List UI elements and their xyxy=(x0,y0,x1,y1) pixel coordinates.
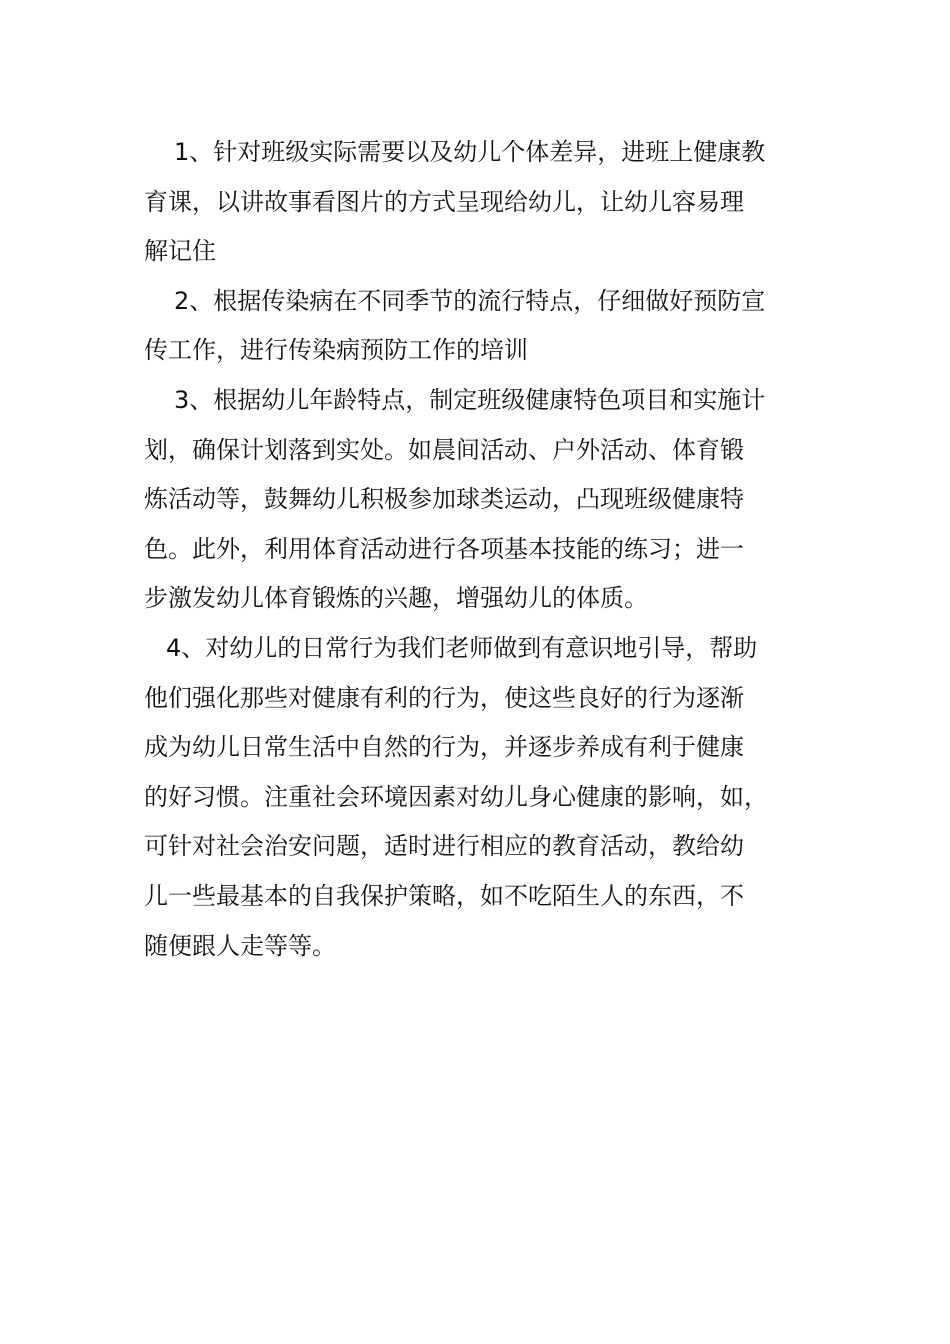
paragraph-3-line-4: 色。此外，利用体育活动进行各项基本技能的练习；进一 xyxy=(144,534,744,563)
paragraph-1-line-3: 解记住 xyxy=(144,237,216,266)
paragraph-4-line-1: 4、对幼儿的日常行为我们老师做到有意识地引导，帮助 xyxy=(166,633,758,662)
paragraph-4-line-5: 可针对社会治安问题，适时进行相应的教育活动，教给幼 xyxy=(144,832,744,861)
paragraph-2-line-2: 传工作，进行传染病预防工作的培训 xyxy=(144,336,528,365)
paragraph-1 xyxy=(144,128,809,277)
paragraph-3 xyxy=(144,376,809,624)
paragraph-3-line-3: 炼活动等，鼓舞幼儿积极参加球类运动，凸现班级健康特 xyxy=(144,485,744,514)
paragraph-4-line-2: 他们强化那些对健康有利的行为，使这些良好的行为逐渐 xyxy=(144,683,744,712)
paragraph-1-line-1: 1、针对班级实际需要以及幼儿个体差异，进班上健康教 xyxy=(174,138,766,166)
paragraph-3-line-2: 划，确保计划落到实处。如晨间活动、户外活动、体育锻 xyxy=(144,435,744,464)
paragraph-1-line-2: 育课，以讲故事看图片的方式呈现给幼儿，让幼儿容易理 xyxy=(144,187,744,216)
paragraph-4 xyxy=(144,624,809,971)
paragraph-3-line-1: 3、根据幼儿年龄特点，制定班级健康特色项目和实施计 xyxy=(174,385,766,414)
paragraph-4-line-4: 的好习惯。注重社会环境因素对幼儿身心健康的影响，如， xyxy=(144,782,768,811)
paragraph-2-line-1: 2、根据传染病在不同季节的流行特点，仔细做好预防宣 xyxy=(174,286,766,315)
document-body xyxy=(144,128,809,971)
paragraph-4-line-3: 成为幼儿日常生活中自然的行为，并逐步养成有利于健康 xyxy=(144,733,744,762)
paragraph-4-line-6: 儿一些最基本的自我保护策略，如不吃陌生人的东西，不 xyxy=(144,881,744,910)
paragraph-2 xyxy=(144,277,809,376)
paragraph-3-line-5: 步激发幼儿体育锻炼的兴趣，增强幼儿的体质。 xyxy=(144,584,648,613)
paragraph-4-line-7: 随便跟人走等等。 xyxy=(144,931,336,960)
